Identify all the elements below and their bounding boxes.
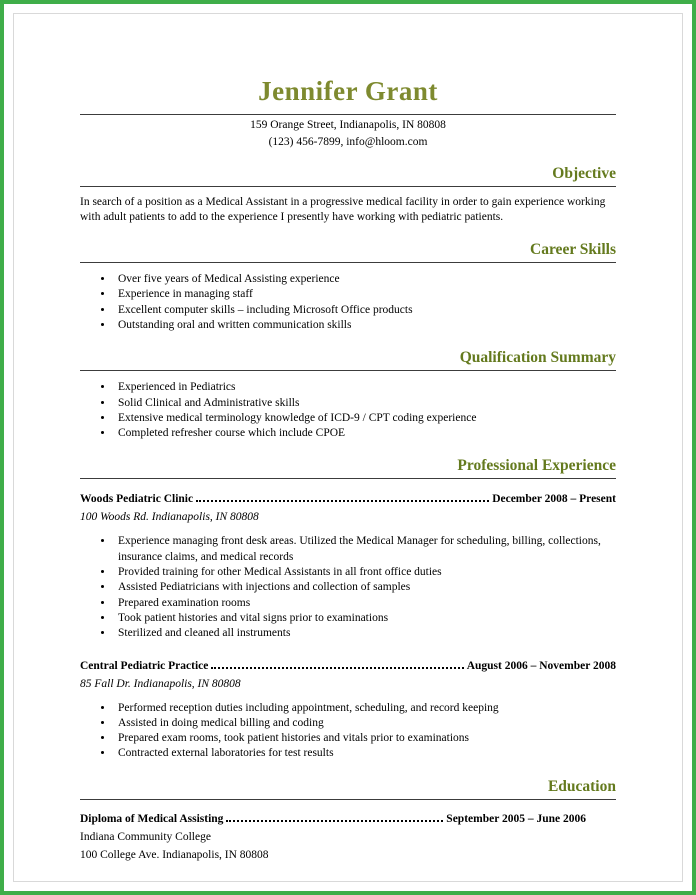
resume-page — [13, 13, 683, 882]
education-school: Indiana Community College — [80, 830, 211, 843]
list-item: • Assisted in doing medical billing and coding — [114, 716, 616, 731]
section-qualification-summary — [80, 349, 616, 441]
section-heading-education: Education — [80, 778, 616, 800]
list-item: • Outstanding oral and written communication skills — [114, 318, 616, 333]
job-title-row — [80, 659, 616, 674]
education-entry — [80, 812, 616, 863]
section-career-skills — [80, 241, 616, 333]
section-heading-career-skills: Career Skills — [80, 241, 616, 263]
job-address: 85 Fall Dr. Indianapolis, IN 80808 — [80, 677, 241, 690]
education-school-address: 100 College Ave. Indianapolis, IN 80808 — [80, 848, 269, 861]
section-heading-objective: Objective — [80, 165, 616, 187]
qualification-summary-list — [80, 380, 616, 441]
education-dates: September 2005 – June 2006 — [446, 812, 586, 825]
list-item: • Took patient histories and vital signs prior to examinations — [114, 611, 616, 626]
section-heading-qualification-summary: Qualification Summary — [80, 349, 616, 371]
page-title: Jennifer Grant — [258, 76, 438, 106]
job-title: Central Pediatric Practice — [80, 659, 209, 672]
list-item: • Prepared exam rooms, took patient histories and vitals prior to examinations — [114, 731, 616, 746]
list-item: • Prepared examination rooms — [114, 596, 616, 611]
list-item: • Completed refresher course which include CPOE — [114, 426, 616, 441]
career-skills-list — [80, 272, 616, 333]
list-item: • Over five years of Medical Assisting experience — [114, 272, 616, 287]
job-dates: August 2006 – November 2008 — [466, 659, 616, 672]
list-item: • Experience in managing staff — [114, 287, 616, 302]
job-entry-central-pediatric-practice — [80, 659, 616, 762]
job-title-row — [80, 492, 616, 507]
section-heading-professional-experience: Professional Experience — [80, 457, 616, 479]
job-duties-list — [80, 701, 616, 762]
job-address: 100 Woods Rd. Indianapolis, IN 80808 — [80, 511, 259, 524]
education-degree-row — [80, 812, 616, 827]
dot-leader — [226, 820, 443, 822]
contact-phone-email: (123) 456-7899, info@hloom.com — [268, 136, 428, 149]
header-divider — [80, 114, 616, 115]
job-dates: December 2008 – Present — [492, 493, 616, 506]
section-education — [80, 778, 616, 863]
list-item: • Experience managing front desk areas. Utilized the Medical Manager for scheduling, billing, collections, insurance claims, and medical records — [114, 534, 616, 565]
list-item: • Extensive medical terminology knowledge of ICD-9 / CPT coding experience — [114, 411, 616, 426]
list-item: • Sterilized and cleaned all instruments — [114, 626, 616, 641]
objective-text: In search of a position as a Medical Assistant in a progressive medical facility in order to gain experience working with adult patients to add to the experience I presently have working with pediatric patients. — [80, 196, 606, 224]
job-duties-list — [80, 534, 616, 641]
job-entry-woods-pediatric-clinic — [80, 492, 616, 641]
dot-leader — [211, 667, 463, 669]
dot-leader — [196, 500, 489, 502]
list-item: • Experienced in Pediatrics — [114, 380, 616, 395]
resume-header — [80, 76, 616, 149]
list-item: • Performed reception duties including appointment, scheduling, and record keeping — [114, 701, 616, 716]
job-title: Woods Pediatric Clinic — [80, 493, 194, 506]
list-item: • Provided training for other Medical Assistants in all front office duties — [114, 565, 616, 580]
list-item: • Assisted Pediatricians with injections and collection of samples — [114, 580, 616, 595]
list-item: • Excellent computer skills – including Microsoft Office products — [114, 303, 616, 318]
section-professional-experience — [80, 457, 616, 761]
education-degree: Diploma of Medical Assisting — [80, 812, 224, 825]
contact-address: 159 Orange Street, Indianapolis, IN 80808 — [250, 119, 446, 132]
list-item: • Solid Clinical and Administrative skills — [114, 396, 616, 411]
list-item: • Contracted external laboratories for test results — [114, 746, 616, 761]
section-objective — [80, 165, 616, 225]
